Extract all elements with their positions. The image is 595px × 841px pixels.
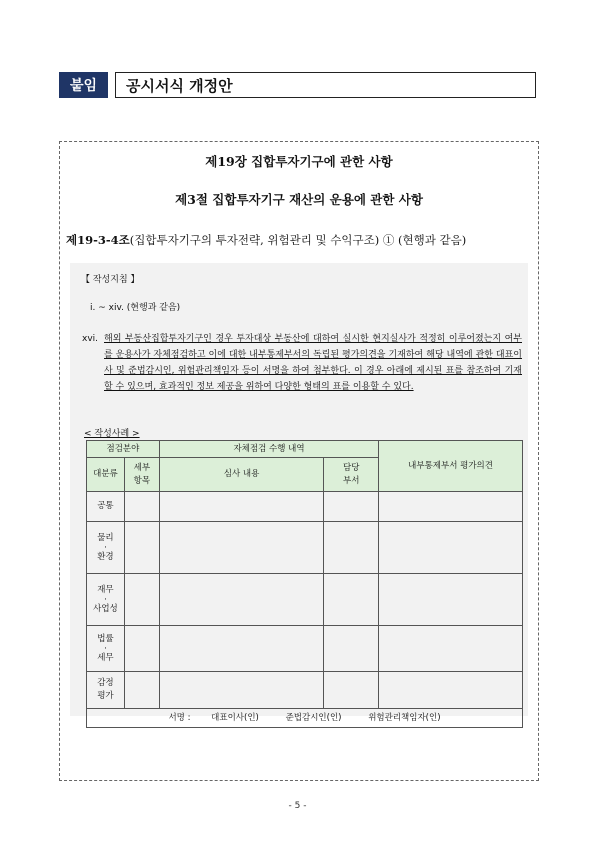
article-line	[66, 232, 466, 248]
table-cell	[379, 574, 523, 626]
table-cell	[124, 492, 159, 522]
chapter-heading: 제19장 집합투자기구에 관한 사항	[205, 154, 393, 169]
signature-risk: 위험관리책임자(인)	[368, 712, 441, 723]
row-label: 물리 · 환경	[87, 522, 125, 574]
table-cell	[324, 626, 379, 672]
article-number: 제19-3-4조	[66, 233, 130, 247]
table-row	[87, 492, 523, 522]
table-cell	[124, 626, 159, 672]
table-cell	[124, 574, 159, 626]
amendment-box	[59, 141, 539, 781]
table-row	[87, 672, 523, 709]
self-check-table	[86, 440, 523, 728]
header-owner: 담당 부서	[324, 458, 379, 492]
signature-compliance: 준법감시인(인)	[285, 712, 342, 723]
row-label: 법률 · 세무	[87, 626, 125, 672]
guide-title: 【 작성지침 】	[81, 275, 140, 285]
row-label: 감정 평가	[87, 672, 125, 709]
page-number: - 5 -	[288, 801, 307, 811]
appendix-header	[59, 72, 536, 98]
table-cell	[379, 492, 523, 522]
header-self-check: 자체점검 수행 내역	[159, 441, 378, 458]
guide-item-1: ⅰ. ~ xiv. (현행과 같음)	[90, 303, 181, 313]
table-cell	[159, 574, 323, 626]
table-cell	[324, 672, 379, 709]
table-cell	[379, 522, 523, 574]
writing-guide	[70, 263, 528, 723]
table-row	[87, 626, 523, 672]
header-minor: 세부 항목	[124, 458, 159, 492]
appendix-title: 공시서식 개정안	[115, 72, 536, 98]
table-cell	[379, 672, 523, 709]
appendix-tag: 붙임	[59, 72, 108, 98]
table-cell	[124, 522, 159, 574]
table-cell	[324, 522, 379, 574]
article-body: (집합투자기구의 투자전략, 위험관리 및 수익구조) ① (현행과 같음)	[129, 233, 467, 247]
header-internal-opinion: 내부통제부서 평가의견	[379, 441, 523, 492]
example-label: < 작성사례 >	[84, 429, 140, 439]
guide-item-xvi	[82, 331, 522, 395]
table-cell	[124, 672, 159, 709]
table-cell	[379, 626, 523, 672]
signature-row	[87, 709, 523, 728]
header-major: 대분류	[87, 458, 125, 492]
row-label: 공통	[87, 492, 125, 522]
table-row	[87, 522, 523, 574]
table-cell	[159, 492, 323, 522]
table-row	[87, 574, 523, 626]
guide-item-xvi-number: xvi.	[82, 334, 99, 344]
guide-item-xvi-text: 해외 부동산집합투자기구인 경우 투자대상 부동산에 대하여 실시한 현지실사가 적정히 이루어졌는지 여부를 운용사가 자체점검하고 이에 대한 내부통제부서의 독립된 평가의견을 기재하여 해당 내역에 관한 대표이사 및 준법감시인, 위험관리책임자 등이 서명을 하여 첨부한다. 이 경우 아래에 제시된 표를 참조하여 기재할 수 있으며, 효과적인 정보 제공을 위하여 다양한 형태의 표를 이용할 수 있다.	[104, 334, 522, 392]
table-cell	[324, 574, 379, 626]
table-cell	[159, 672, 323, 709]
signature-ceo: 대표이사(인)	[211, 712, 259, 723]
signature-cell	[87, 709, 523, 728]
section-heading: 제3절 집합투자기구 재산의 운용에 관한 사항	[175, 192, 423, 207]
header-content: 심사 내용	[159, 458, 323, 492]
table-cell	[159, 626, 323, 672]
signature-label: 서명 :	[168, 712, 191, 723]
table-cell	[159, 522, 323, 574]
table-cell	[324, 492, 379, 522]
header-area: 점검분야	[87, 441, 160, 458]
row-label: 재무 · 사업성	[87, 574, 125, 626]
